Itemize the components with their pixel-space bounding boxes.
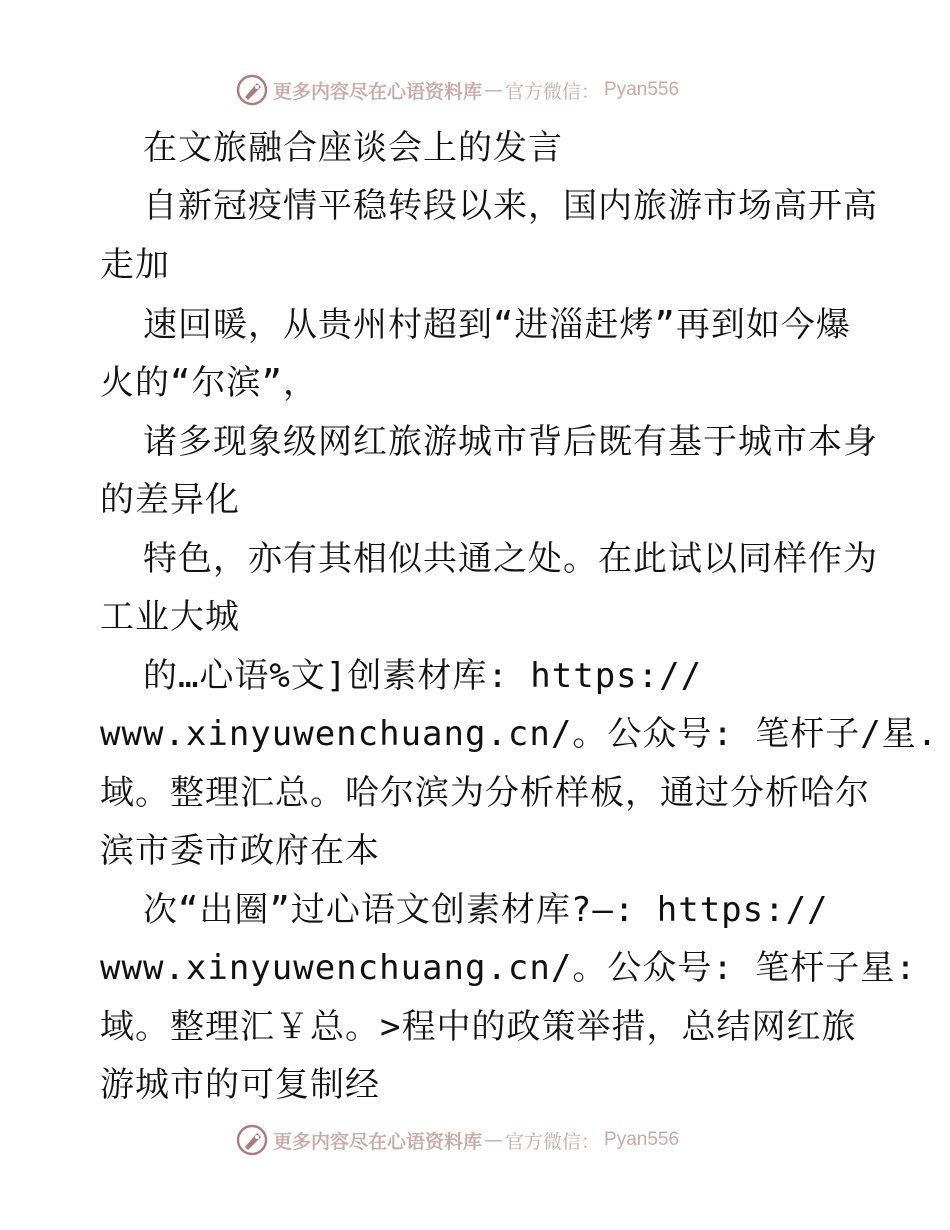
body-line: 工业大城: [100, 597, 240, 637]
pen-nib-logo-icon: [235, 73, 269, 107]
pen-nib-logo-icon: [235, 1123, 269, 1157]
body-line: 的差异化: [100, 480, 240, 520]
header-banner-text: 更多内容尽在心语资料库: [273, 80, 483, 103]
footer-watermark-banner: [0, 1120, 950, 1160]
footer-wechat-id: Pyan556: [604, 1129, 680, 1150]
body-line: 走加: [100, 245, 170, 285]
body-line: 滨市委市政府在本: [100, 831, 380, 871]
body-line: 火的“尔滨”，: [100, 363, 318, 403]
footer-banner-text: 更多内容尽在心语资料库: [273, 1130, 483, 1153]
body-line: 游城市的可复制经: [100, 1065, 380, 1105]
body-line: 域。整理汇总。哈尔滨为分析样板，通过分析哈尔: [100, 773, 870, 813]
footer-banner-separator: —: [484, 1129, 504, 1151]
body-line: 的…心语%文]创素材库: https://: [100, 656, 703, 696]
header-banner-separator: —: [484, 79, 504, 101]
header-wechat-label: 官方微信：: [505, 80, 601, 103]
body-line: 域。整理汇￥总。>程中的政策举措，总结网红旅: [100, 1007, 857, 1047]
header-wechat-id: Pyan556: [604, 79, 680, 100]
body-line: www.xinyuwenchuang.cn/。公众号: 笔杆子/星.: [100, 714, 939, 754]
body-line: 诸多现象级网红旅游城市背后既有基于城市本身: [100, 422, 878, 462]
footer-wechat-label: 官方微信：: [505, 1130, 601, 1153]
body-line-title: 在文旅融合座谈会上的发言: [100, 128, 563, 168]
body-line: 自新冠疫情平稳转段以来，国内旅游市场高开高: [100, 186, 878, 226]
header-watermark-banner: [0, 70, 950, 110]
body-line: 特色，亦有其相似共通之处。在此试以同样作为: [100, 539, 878, 579]
body-line: www.xinyuwenchuang.cn/。公众号: 笔杆子星:: [100, 948, 917, 988]
body-line: 次“出圈”过心语文创素材库?—: https://: [100, 890, 829, 930]
body-line: 速回暖，从贵州村超到“进淄赶烤”再到如今爆: [100, 305, 851, 345]
